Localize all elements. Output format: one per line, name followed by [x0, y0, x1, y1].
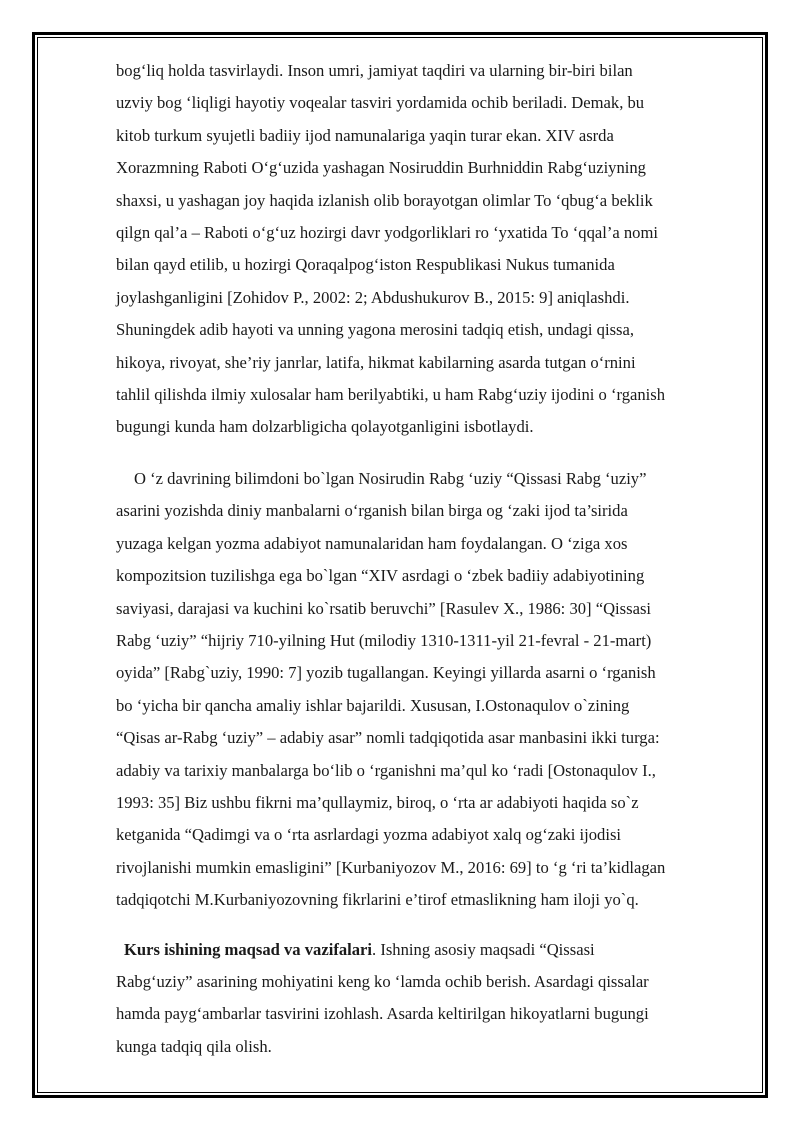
- text-line: adabiy va tarixiy manbalarga bo‘lib o ‘rganishni ma’qul ko ‘radi [Ostonaqulov I.,: [116, 760, 656, 780]
- text-line: Rabg‘uziy” asarining mohiyatini keng ko ‘lamda ochib berish. Asardagi qissalar: [116, 971, 649, 991]
- paragraph-1: [116, 55, 746, 444]
- text-line: kompozitsion tuzilishga ega bo`lgan “XIV asrdagi o ‘zbek badiiy adabiyotining: [116, 566, 645, 586]
- text-line: 1993: 35] Biz ushbu fikrni ma’qullaymiz, biroq, o ‘rta ar adabiyoti haqida so`z: [116, 792, 639, 812]
- text-line: Rabg ‘uziy” “hijriy 710-yilning Hut (milodiy 1310-1311-yil 21-fevral - 21-mart): [116, 630, 652, 650]
- text-line: bugungi kunda ham dolzarbligicha qolayotganligini isbotlaydi.: [116, 417, 534, 437]
- section-first-line-text: . Ishning asosiy maqsadi “Qissasi: [372, 939, 595, 959]
- text-line: [116, 934, 746, 966]
- paragraph-spacer: [116, 917, 746, 934]
- text-line: tadqiqotchi M.Kurbaniyozovning fikrlarini e’tirof etmaslikning ham iloji yo`q.: [116, 890, 639, 910]
- text-line: shaxsi, u yashagan joy haqida izlanish olib borayotgan olimlar To ‘qbug‘a beklik: [116, 190, 653, 210]
- text-line: ketganida “Qadimgi va o ‘rta asrlardagi yozma adabiyot xalq og‘zaki ijodisi: [116, 825, 622, 845]
- text-line: uzviy bog ‘liqligi hayotiy voqealar tasviri yordamida ochib beriladi. Demak, bu: [116, 93, 645, 113]
- text-line: oyida” [Rabg`uziy, 1990: 7] yozib tugallangan. Keyingi yillarda asarni o ‘rganish: [116, 663, 656, 683]
- text-line: O ‘z davrining bilimdoni bo`lgan Nosirudin Rabg ‘uziy “Qissasi Rabg ‘uziy”: [134, 468, 647, 488]
- section-heading: Kurs ishining maqsad va vazifalari: [124, 939, 373, 959]
- text-line: rivojlanishi mumkin emasligini” [Kurbaniyozov M., 2016: 69] to ‘g ‘ri ta’kidlagan: [116, 857, 666, 877]
- text-line: bog‘liq holda tasvirlaydi. Inson umri, jamiyat taqdiri va ularning bir-biri bilan: [116, 61, 633, 80]
- paragraph-spacer: [116, 444, 746, 463]
- text-line: bilan qayd etilib, u hozirgi Qoraqalpog‘iston Respublikasi Nukus tumanida: [116, 255, 615, 275]
- paragraph-2: [116, 463, 746, 917]
- text-line: Shuningdek adib hayoti va unning yagona merosini tadqiq etish, undagi qissa,: [116, 320, 635, 340]
- text-line: tahlil qilishda ilmiy xulosalar ham berilyabtiki, u ham Rabg‘uziy ijodini o ‘rganish: [116, 385, 666, 405]
- text-line: kitob turkum syujetli badiiy ijod namunalariga yaqin turar ekan. XIV asrda: [116, 125, 614, 145]
- text-line: hamda payg‘ambarlar tasvirini izohlash. Asarda keltirilgan hikoyatlarni bugungi: [116, 1004, 649, 1024]
- text-line: saviyasi, darajasi va kuchini ko`rsatib beruvchi” [Rasulev X., 1986: 30] “Qissasi: [116, 598, 652, 618]
- text-line: joylashganligini [Zohidov P., 2002: 2; Abdushukurov B., 2015: 9] aniqlashdi.: [116, 287, 630, 307]
- text-line: yuzaga kelgan yozma adabiyot namunalaridan ham foydalangan. O ‘ziga xos: [116, 533, 628, 553]
- text-line: qilgn qal’a – Raboti o‘g‘uz hozirgi davr yodgorliklari ro ‘yxatida To ‘qqal’a nomi: [116, 223, 658, 243]
- text-line: asarini yozishda diniy manbalarni o‘rganish bilan birga og ‘zaki ijod ta’sirida: [116, 501, 628, 521]
- text-line: “Qisas ar-Rabg ‘uziy” – adabiy asar” nomli tadqiqotida asar manbasini ikki turga:: [116, 728, 660, 748]
- text-line: Xorazmning Raboti O‘g‘uzida yashagan Nosiruddin Burhniddin Rabg‘uziyning: [116, 158, 646, 178]
- text-line: hikoya, rivoyat, she’riy janrlar, latifa, hikmat kabilarning asarda tutgan o‘rnini: [116, 352, 636, 372]
- text-line: kunga tadqiq qila olish.: [116, 1036, 272, 1056]
- text-line: bo ‘yicha bir qancha amaliy ishlar bajarildi. Xususan, I.Ostonaqulov o`zining: [116, 695, 630, 715]
- document-body: [116, 55, 746, 1063]
- paragraph-3: [116, 934, 746, 1064]
